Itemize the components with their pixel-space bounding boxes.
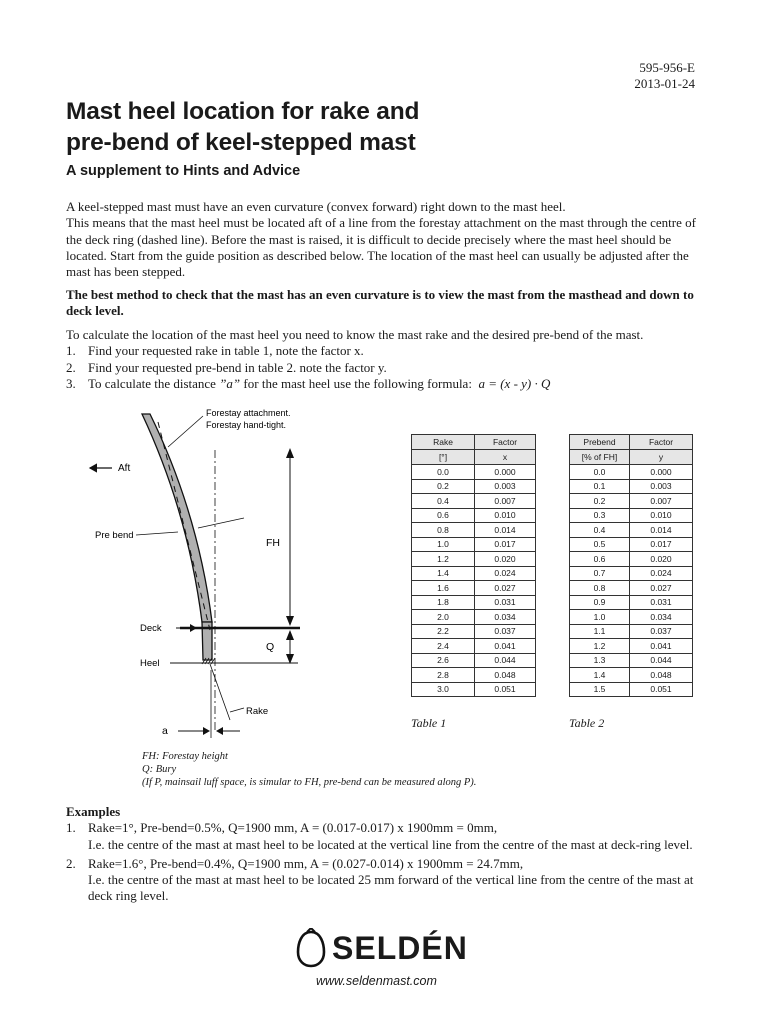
- table-cell-value: 2.6: [412, 653, 475, 668]
- table-cell-value: 1.3: [570, 653, 630, 668]
- page-subtitle: A supplement to Hints and Advice: [66, 163, 301, 179]
- table-row: [412, 682, 536, 697]
- rake-table: [411, 434, 536, 697]
- selden-logo-icon: [296, 928, 326, 968]
- table-cell-value: 2.2: [412, 624, 475, 639]
- pre-bend-leader: [136, 532, 178, 535]
- table-cell-value: 0.4: [570, 523, 630, 538]
- table-row: [412, 639, 536, 654]
- step-number: 3.: [66, 375, 76, 391]
- table-row: [412, 494, 536, 509]
- table-row: [412, 508, 536, 523]
- step-number: 1.: [66, 343, 76, 359]
- table-cell-factor: 0.037: [630, 624, 693, 639]
- table-cell-factor: 0.003: [630, 479, 693, 494]
- title-line-2: pre-bend of keel-stepped mast: [66, 129, 416, 156]
- rake-leader: [230, 708, 244, 712]
- table-row: [412, 581, 536, 596]
- factor-header: Factor: [630, 435, 693, 450]
- table-row: [570, 566, 693, 581]
- step-number: 2.: [66, 359, 76, 375]
- quoted-a: ”a”: [219, 375, 241, 391]
- table-cell-value: 0.0: [412, 465, 475, 480]
- calculation-lead: To calculate the location of the mast heel you need to know the mast rake and the desired pre-bend of the mast.: [66, 327, 644, 342]
- table-row: [570, 552, 693, 567]
- table-cell-factor: 0.031: [630, 595, 693, 610]
- note-fh: FH: Forestay height: [142, 751, 228, 762]
- q-label: Q: [266, 641, 275, 653]
- table-row: [570, 465, 693, 480]
- doc-date: 2013-01-24: [634, 76, 695, 91]
- table-cell-factor: 0.010: [630, 508, 693, 523]
- example-body: [88, 856, 706, 905]
- table-cell-value: 2.4: [412, 639, 475, 654]
- prebend-header: Prebend: [570, 435, 630, 450]
- table-cell-factor: 0.000: [475, 465, 536, 480]
- table-row: [570, 537, 693, 552]
- aft-label: Aft: [118, 463, 131, 474]
- example-formula: Rake=1°, Pre-bend=0.5%, Q=1900 mm, A = (0.017-0.017) x 1900mm = 0mm,: [88, 820, 498, 836]
- pre-bend-label: Pre bend: [95, 530, 134, 541]
- brand-name: SELDÉN: [332, 929, 468, 966]
- table-cell-value: 0.5: [570, 537, 630, 552]
- table-row: [570, 508, 693, 523]
- table-cell-factor: 0.020: [630, 552, 693, 567]
- deck-label: Deck: [140, 623, 162, 634]
- table-row: [412, 552, 536, 567]
- table-row: [412, 653, 536, 668]
- table-cell-factor: 0.048: [475, 668, 536, 683]
- example-formula: Rake=1.6°, Pre-bend=0.4%, Q=1900 mm, A = (0.027-0.014) x 1900mm = 24.7mm,: [88, 855, 524, 871]
- table-row: [412, 479, 536, 494]
- table-cell-value: 1.2: [412, 552, 475, 567]
- step-text-lead: To calculate the distance: [88, 375, 220, 391]
- step-text-rest: for the mast heel use the following formula:: [240, 375, 472, 391]
- table-row: [412, 610, 536, 625]
- table-cell-value: 1.0: [412, 537, 475, 552]
- examples-heading: Examples: [66, 804, 121, 819]
- example-explanation: I.e. the centre of the mast at mast heel to be located 25 mm forward of the vertical line from the centre of the mast at deck ring level.: [88, 872, 694, 904]
- table-row: [412, 566, 536, 581]
- table-cell-value: 3.0: [412, 682, 475, 697]
- table-row: [570, 595, 693, 610]
- table-cell-factor: 0.044: [630, 653, 693, 668]
- table-cell-factor: 0.000: [630, 465, 693, 480]
- table-cell-factor: 0.003: [475, 479, 536, 494]
- fh-arrow-top-icon: [286, 448, 294, 458]
- factor-header: Factor: [475, 435, 536, 450]
- website-link[interactable]: www.seldenmast.com: [316, 974, 437, 988]
- prebend-table-body: [570, 465, 693, 697]
- check-method-paragraph: The best method to check that the mast has an even curvature is to view the mast from the masthead and down to deck level.: [66, 287, 694, 319]
- table-cell-factor: 0.034: [630, 610, 693, 625]
- table-row: [570, 479, 693, 494]
- table-cell-factor: 0.037: [475, 624, 536, 639]
- forestay-hand-tight-label: Forestay hand-tight.: [206, 420, 287, 430]
- table-cell-factor: 0.051: [630, 682, 693, 697]
- mast-diagram: [80, 402, 310, 742]
- table-cell-factor: 0.048: [630, 668, 693, 683]
- table-row: [570, 682, 693, 697]
- q-arrow-top-icon: [286, 630, 294, 640]
- table-cell-value: 0.9: [570, 595, 630, 610]
- table-cell-value: 0.7: [570, 566, 630, 581]
- table-row: [412, 465, 536, 480]
- document-id-block: [600, 60, 695, 92]
- table-cell-value: 1.6: [412, 581, 475, 596]
- note-q: Q: Bury: [142, 764, 177, 775]
- fh-arrow-bottom-icon: [286, 616, 294, 626]
- pre-bend-tick: [198, 518, 244, 528]
- table-cell-factor: 0.014: [475, 523, 536, 538]
- table-cell-factor: 0.024: [475, 566, 536, 581]
- table-cell-factor: 0.041: [475, 639, 536, 654]
- forestay-attachment-label: Forestay attachment.: [206, 408, 291, 418]
- intro-text: [66, 199, 706, 280]
- table-row: [570, 668, 693, 683]
- factor-x-header: x: [475, 450, 536, 465]
- step-2: [66, 360, 706, 376]
- prebend-unit-header: [% of FH]: [570, 450, 630, 465]
- prebend-table: [569, 434, 693, 697]
- table-cell-factor: 0.027: [630, 581, 693, 596]
- table-row: [570, 639, 693, 654]
- step-1: [66, 343, 706, 359]
- table-1-caption: Table 1: [411, 716, 447, 730]
- selden-logo: [296, 928, 468, 968]
- table-cell-factor: 0.031: [475, 595, 536, 610]
- table-row: [570, 653, 693, 668]
- table-cell-value: 1.1: [570, 624, 630, 639]
- diagram-notes: [142, 750, 476, 789]
- table-row: [570, 624, 693, 639]
- rake-line: [210, 664, 230, 720]
- table-cell-factor: 0.020: [475, 552, 536, 567]
- intro-paragraph-1: A keel-stepped mast must have an even curvature (convex forward) right down to the mast heel.: [66, 199, 566, 214]
- table-row: [412, 624, 536, 639]
- table-header-row: [570, 435, 693, 450]
- example-explanation: I.e. the centre of the mast at mast heel to be located at the vertical line from the centre of the mast at deck-ring level.: [88, 836, 693, 852]
- table-cell-factor: 0.014: [630, 523, 693, 538]
- example-2: [66, 856, 706, 905]
- table-cell-value: 0.6: [570, 552, 630, 567]
- rake-label: Rake: [246, 706, 269, 717]
- table-cell-value: 1.4: [412, 566, 475, 581]
- example-number: 1.: [66, 820, 76, 836]
- title-line-1: Mast heel location for rake and: [66, 98, 420, 125]
- heel-label: Heel: [140, 658, 160, 669]
- step-3: [66, 376, 706, 392]
- table-cell-value: 0.8: [570, 581, 630, 596]
- example-number: 2.: [66, 855, 76, 871]
- table-header-row: [570, 450, 693, 465]
- rake-header: Rake: [412, 435, 475, 450]
- intro-paragraph-2: This means that the mast heel must be located aft of a line from the forestay attachment on the mast through the centre of the deck ring (dashed line). Before the mast is raised, it is difficult to decide precisely where the mast heel should be located. Start from the guide position as described below. The location of the mast heel can usually be adjusted after the mast has been stepped.: [66, 215, 696, 280]
- table-header-row: [412, 435, 536, 450]
- formula: a = (x - y) · Q: [478, 375, 551, 391]
- table-cell-factor: 0.027: [475, 581, 536, 596]
- table-header-row: [412, 450, 536, 465]
- factor-y-header: y: [630, 450, 693, 465]
- table-cell-value: 0.2: [570, 494, 630, 509]
- table-cell-factor: 0.024: [630, 566, 693, 581]
- table-cell-factor: 0.044: [475, 653, 536, 668]
- table-cell-factor: 0.034: [475, 610, 536, 625]
- table-cell-value: 1.0: [570, 610, 630, 625]
- table-cell-factor: 0.051: [475, 682, 536, 697]
- calculation-instructions: [66, 327, 706, 392]
- forestay-leader: [168, 416, 203, 447]
- table-cell-value: 1.8: [412, 595, 475, 610]
- table-cell-value: 0.3: [570, 508, 630, 523]
- table-row: [570, 523, 693, 538]
- table-cell-value: 0.8: [412, 523, 475, 538]
- table-row: [570, 581, 693, 596]
- table-cell-value: 1.5: [570, 682, 630, 697]
- doc-number: 595-956-E: [639, 60, 695, 75]
- mast-shape: [142, 414, 212, 622]
- table-row: [412, 537, 536, 552]
- a-label: a: [162, 725, 168, 737]
- example-body: [88, 820, 693, 853]
- table-cell-value: 2.0: [412, 610, 475, 625]
- table-cell-value: 0.4: [412, 494, 475, 509]
- page-title: [66, 96, 666, 158]
- table-cell-value: 0.1: [570, 479, 630, 494]
- examples-section: [66, 804, 706, 908]
- table-cell-value: 0.6: [412, 508, 475, 523]
- table-cell-value: 0.2: [412, 479, 475, 494]
- table-row: [412, 523, 536, 538]
- step-text: Find your requested rake in table 1, note the factor x.: [88, 343, 364, 359]
- example-1: [66, 820, 706, 853]
- table-cell-factor: 0.007: [630, 494, 693, 509]
- step-text: Find your requested pre-bend in table 2. note the factor y.: [88, 359, 387, 375]
- table-cell-value: 2.8: [412, 668, 475, 683]
- rake-table-body: [412, 465, 536, 697]
- table-row: [412, 595, 536, 610]
- rake-unit-header: [°]: [412, 450, 475, 465]
- table-row: [412, 668, 536, 683]
- table-cell-value: 0.0: [570, 465, 630, 480]
- table-cell-factor: 0.017: [630, 537, 693, 552]
- fh-label: FH: [266, 537, 280, 549]
- note-p: (If P, mainsail luff space, is simular to FH, pre-bend can be measured along P).: [142, 777, 477, 788]
- table-cell-factor: 0.007: [475, 494, 536, 509]
- table-cell-value: 1.4: [570, 668, 630, 683]
- table-cell-factor: 0.041: [630, 639, 693, 654]
- table-2-caption: Table 2: [569, 716, 605, 730]
- table-cell-value: 1.2: [570, 639, 630, 654]
- table-cell-factor: 0.017: [475, 537, 536, 552]
- table-row: [570, 494, 693, 509]
- table-cell-factor: 0.010: [475, 508, 536, 523]
- table-row: [570, 610, 693, 625]
- step-text: [88, 376, 550, 392]
